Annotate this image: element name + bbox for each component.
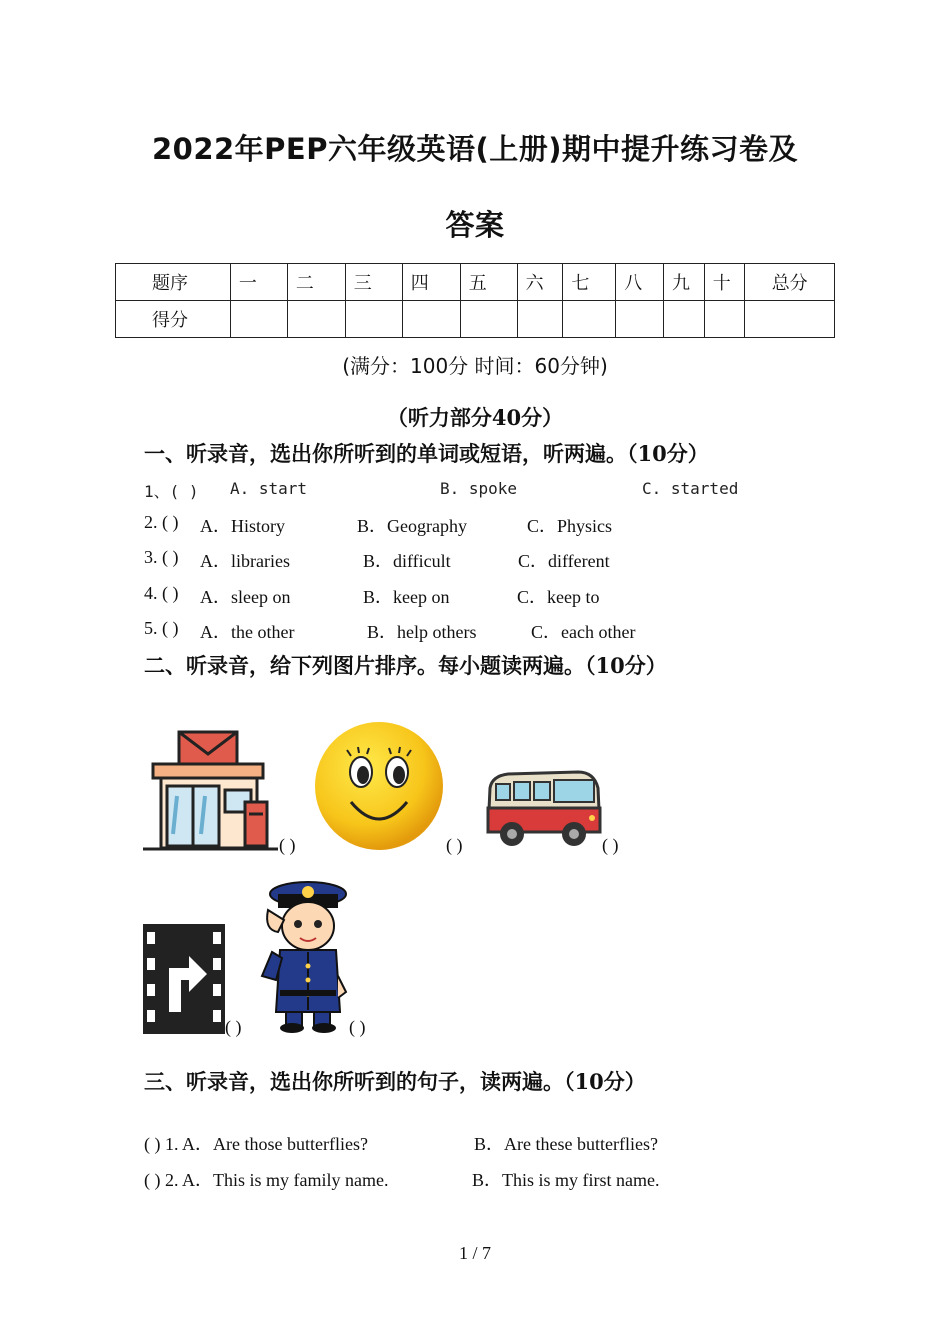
q5-option-c: C．each other [531,622,636,642]
score-cell: 题序 [116,264,231,301]
score-input-cell[interactable] [517,301,563,338]
s3-q1-option-a: ( ) 1. A．Are those butterflies? [144,1134,368,1154]
q3-option-c: C．different [518,551,610,571]
bus-icon [482,770,602,852]
answer-paren-2[interactable]: ( ) [446,835,463,855]
answer-paren-4[interactable]: ( ) [225,1017,242,1037]
s3-q1-option-b: B．Are these butterflies? [474,1134,658,1154]
q4-option-c: C．keep to [517,587,600,607]
score-cell: 九 [664,264,705,301]
answer-paren-1[interactable]: ( ) [279,835,296,855]
answer-paren-5[interactable]: ( ) [349,1017,366,1037]
score-table [115,263,835,338]
score-cell: 三 [345,264,402,301]
section-3-heading: 三、听录音，选出你所听到的句子，读两遍。（10分） [144,1069,646,1094]
q2-option-b: B．Geography [357,516,467,536]
score-input-cell[interactable] [563,301,616,338]
score-input-cell[interactable] [704,301,745,338]
score-cell: 一 [230,264,287,301]
section-1-heading: 一、听录音，选出你所听到的单词或短语，听两遍。（10分） [144,441,709,466]
score-cell: 七 [563,264,616,301]
score-cell: 四 [402,264,460,301]
q2-option-c: C．Physics [527,516,613,536]
title-line-1: 2022年PEP六年级英语(上册)期中提升练习卷及 [151,132,799,166]
score-cell: 总分 [745,264,835,301]
q2-number: 2. ( ) [144,512,179,532]
q5-option-a: A．the other [200,622,295,642]
score-input-cell[interactable] [230,301,287,338]
listening-header: （听力部分40分） [386,405,564,430]
section-2-heading: 二、听录音，给下列图片排序。每小题读两遍。（10分） [144,653,667,678]
score-row-label: 得分 [116,301,231,338]
q1-option-a: A. start [230,479,308,498]
q1-option-c: C. started [642,479,739,498]
answer-paren-3[interactable]: ( ) [602,835,619,855]
score-input-cell[interactable] [664,301,705,338]
q1-option-b: B. spoke [440,479,518,498]
q2-option-a: A．History [200,516,285,536]
q1-number: 1、( ) [144,482,199,501]
title-line-2: 答案 [445,208,505,242]
post-office-icon [143,730,278,852]
q3-option-b: B．difficult [363,551,451,571]
q3-number: 3. ( ) [144,547,179,567]
turn-right-sign-icon [143,924,225,1034]
s3-q2-option-a: ( ) 2. A．This is my family name. [144,1170,389,1190]
score-cell: 八 [616,264,664,301]
score-table-header-row [116,264,835,301]
score-input-cell[interactable] [287,301,345,338]
q5-number: 5. ( ) [144,618,179,638]
s3-q2-option-b: B．This is my first name. [472,1170,660,1190]
score-cell: 五 [460,264,517,301]
score-input-cell[interactable] [616,301,664,338]
q4-number: 4. ( ) [144,583,179,603]
q4-option-b: B．keep on [363,587,450,607]
q5-option-b: B．help others [367,622,477,642]
score-cell: 二 [287,264,345,301]
exam-info: (满分：100分 时间：60分钟) [342,354,608,378]
q4-option-a: A．sleep on [200,587,291,607]
score-table-score-row [116,301,835,338]
score-input-cell[interactable] [402,301,460,338]
score-input-cell[interactable] [460,301,517,338]
score-input-cell[interactable] [745,301,835,338]
score-cell: 六 [517,264,563,301]
score-cell: 十 [704,264,745,301]
police-officer-icon [258,880,350,1034]
page-number: 1 / 7 [458,1243,491,1263]
score-input-cell[interactable] [345,301,402,338]
smiley-face-icon [313,720,445,852]
q3-option-a: A．libraries [200,551,290,571]
